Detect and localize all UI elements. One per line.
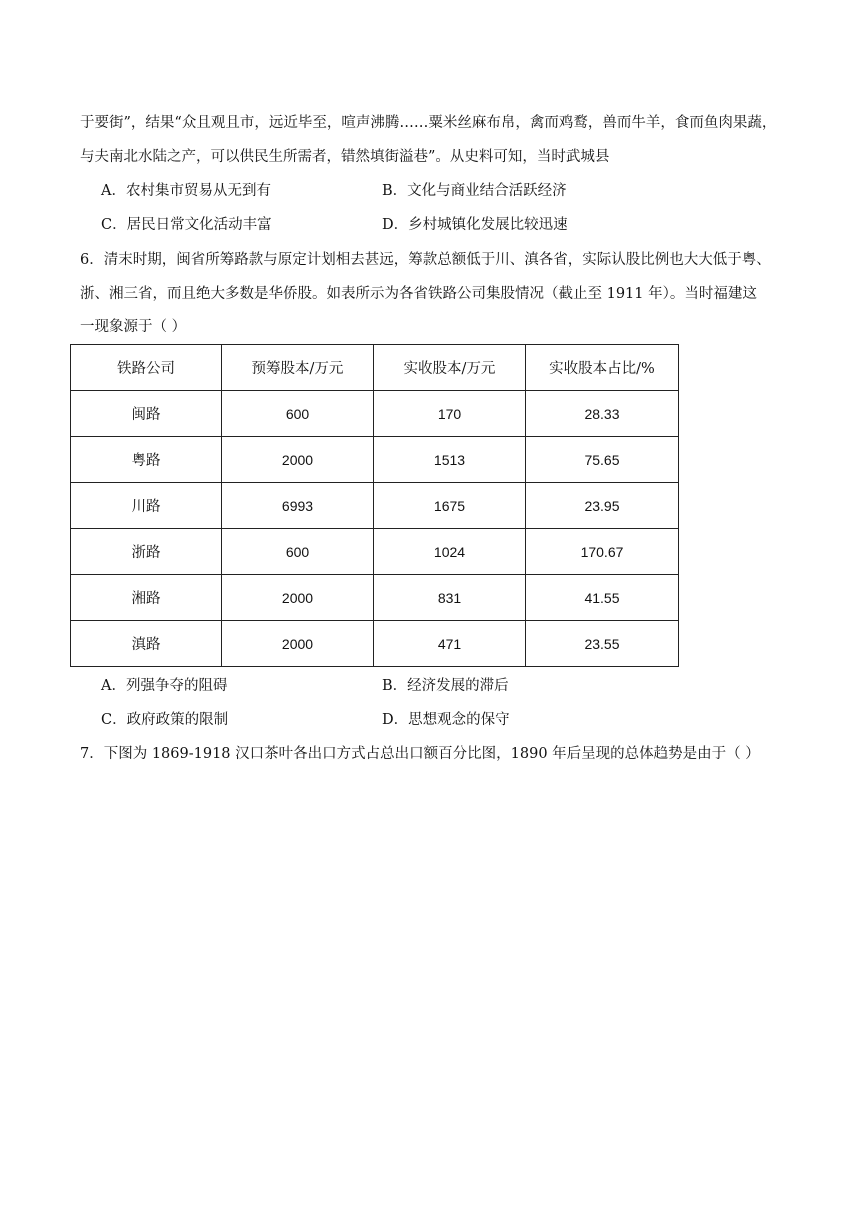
table-header-cell: 实收股本/万元 xyxy=(374,345,526,391)
q7-text-line-1: 7．下图为 1869-1918 汉口茶叶各出口方式占总出口额百分比图，1890 年后呈现的总体趋势是由于（ ） xyxy=(80,746,760,762)
table-cell-ratio: 23.55 xyxy=(526,621,679,667)
q6-option-d: D．思想观念的保守 xyxy=(382,712,510,728)
q5-text-line-1: 于要街”，结果“众且观且市，远近毕至，喧声沸腾……粟米丝麻布帛，禽而鸡鹜，兽而牛羊，食而鱼肉果蔬， xyxy=(80,115,777,131)
table-row xyxy=(71,621,679,667)
table-cell-ratio: 41.55 xyxy=(526,575,679,621)
table-cell-received: 1024 xyxy=(374,529,526,575)
table-cell-planned: 2000 xyxy=(222,575,374,621)
table-cell-received: 471 xyxy=(374,621,526,667)
table-cell-planned: 2000 xyxy=(222,437,374,483)
table-cell-ratio: 28.33 xyxy=(526,391,679,437)
table-header-cell: 预筹股本/万元 xyxy=(222,345,374,391)
table-cell-planned: 2000 xyxy=(222,621,374,667)
table-cell-company: 湘路 xyxy=(71,575,222,621)
table-header-cell: 实收股本占比/% xyxy=(526,345,679,391)
q6-option-a: A．列强争夺的阻碍 xyxy=(101,678,228,694)
table-row xyxy=(71,575,679,621)
table-cell-company: 浙路 xyxy=(71,529,222,575)
table-row xyxy=(71,483,679,529)
table-cell-ratio: 170.67 xyxy=(526,529,679,575)
table-cell-company: 滇路 xyxy=(71,621,222,667)
table-header-cell: 铁路公司 xyxy=(71,345,222,391)
q5-option-b: B．文化与商业结合活跃经济 xyxy=(382,183,567,199)
q5-option-a: A．农村集市贸易从无到有 xyxy=(101,183,271,199)
table-cell-company: 粤路 xyxy=(71,437,222,483)
table-row xyxy=(71,437,679,483)
table-cell-received: 170 xyxy=(374,391,526,437)
q6-option-b: B．经济发展的滞后 xyxy=(382,678,509,694)
table-header-row xyxy=(71,345,679,391)
q5-text-line-2: 与夫南北水陆之产，可以供民生所需者，错然填街溢巷”。从史料可知，当时武城县 xyxy=(80,149,610,165)
railway-shares-table xyxy=(70,344,679,667)
q6-text-line-2: 浙、湘三省，而且绝大多数是华侨股。如表所示为各省铁路公司集股情况（截止至 1911 年）。当时福建这 xyxy=(80,286,757,302)
q6-text-line-1: 6．清末时期，闽省所筹路款与原定计划相去甚远，筹款总额低于川、滇各省，实际认股比例也大大低于粤、 xyxy=(80,252,771,268)
q6-option-c: C．政府政策的限制 xyxy=(101,712,229,728)
table-cell-received: 831 xyxy=(374,575,526,621)
table-row xyxy=(71,529,679,575)
table-cell-received: 1675 xyxy=(374,483,526,529)
q5-option-c: C．居民日常文化活动丰富 xyxy=(101,217,272,233)
table-cell-company: 闽路 xyxy=(71,391,222,437)
table-cell-company: 川路 xyxy=(71,483,222,529)
q5-option-d: D．乡村城镇化发展比较迅速 xyxy=(382,217,568,233)
table-row xyxy=(71,391,679,437)
table-cell-ratio: 75.65 xyxy=(526,437,679,483)
table-cell-ratio: 23.95 xyxy=(526,483,679,529)
table-cell-planned: 600 xyxy=(222,391,374,437)
q6-text-line-3: 一现象源于（ ） xyxy=(80,319,187,335)
table-cell-planned: 6993 xyxy=(222,483,374,529)
table-cell-received: 1513 xyxy=(374,437,526,483)
table-cell-planned: 600 xyxy=(222,529,374,575)
